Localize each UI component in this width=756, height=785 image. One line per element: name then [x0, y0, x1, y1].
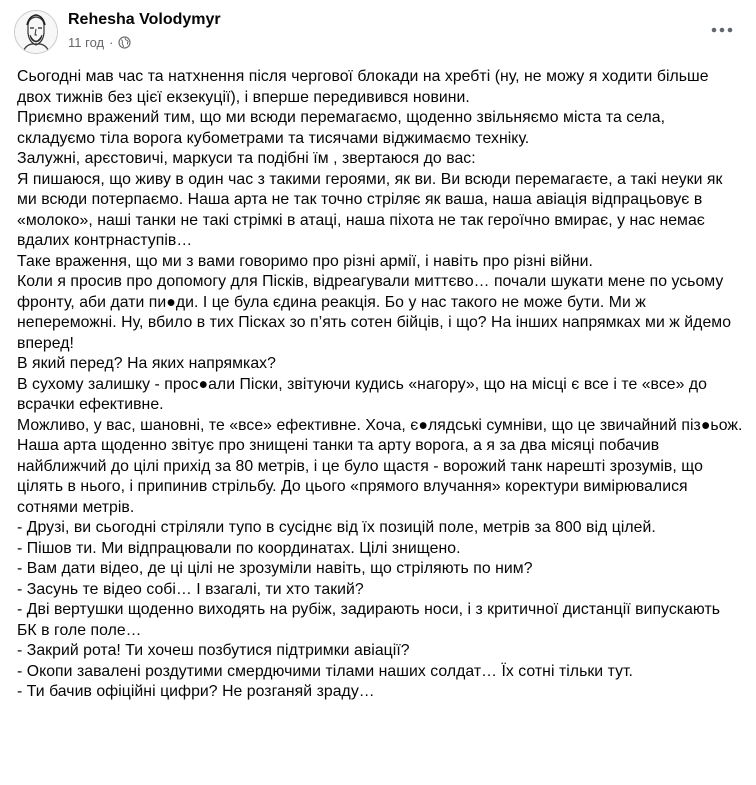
post-line-17: - Окопи завалені роздутими смердючими тілами наших солдат… Їх сотні тільки тут. — [17, 662, 634, 680]
post-line-15: - Дві вертушки щоденно виходять на рубіж, задирають носи, і з критичної дистанції випускають БК в голе поле… — [17, 601, 721, 639]
post-line-6: Коли я просив про допомогу для Пісків, відреагували миттєво… почали шукати мене по усьому фронту, аби дати пи●ди. І це була єдина реакція. Бо у нас такого не може бути. Ми ж непереможні. Ну, вбило в тих Пісках зо п’ять сотен бійців, і що? На інших напрямках ми ж йдемо вперед! — [17, 273, 732, 352]
avatar-sketch-image — [15, 11, 57, 53]
avatar[interactable] — [14, 10, 58, 54]
post-line-13: - Вам дати відео, де ці цілі не зрозуміли навіть, що стріляють по ним? — [17, 560, 533, 577]
post-line-4: Я пишаюся, що живу в один час з такими героями, як ви. Ви всюди перемагаєте, а такі неуки як ми всюди потерпаємо. Наша арта не так точно стріляє як ваша, наша авіація відпрацьовує в «молоко», наші танки не такі стрімкі в атаці, наша піхота не так героїчно вмирає, у нас немає вдалих контрнаступів… — [17, 170, 723, 249]
post-line-11: - Друзі, ви сьогодні стріляли тупо в сусіднє від їх позицій поле, метрів за 800 від цілей. — [17, 519, 656, 536]
post-line-10: Наша арта щоденно звітує про знищені танки та арту ворога, а я за два місяці побачив найближчий до цілі прихід за 80 метрів, і це було щастя - ворожий танк нарешті зрозумів, що цілять в нього, і припинив стрільбу. До цього «прямого влучання» коректури вимірювалися сотнями метрів. — [17, 437, 703, 516]
author-name[interactable]: Rehesha Volodymyr — [68, 11, 221, 28]
post-line-3: Залужні, арєстовичі, маркуси та подібні їм , звертаюся до вас: — [17, 150, 476, 167]
post-line-18: - Ти бачив офіційні цифри? Не розганяй зраду… — [17, 683, 375, 700]
more-options-button[interactable] — [708, 20, 736, 40]
post-header — [14, 10, 742, 60]
post-line-1: Сьогодні мав час та натхнення після чергової блокади на хребті (ну, не можу я ходити більше двох тижнів без цієї екзекуції), і вперше передивився новини. — [17, 68, 709, 106]
globe-icon — [118, 36, 131, 49]
post-line-12: - Пішов ти. Ми відпрацювали по координатах. Цілі знищено. — [17, 539, 461, 557]
post-line-2: Приємно вражений тим, що ми всюди перемагаємо, щоденно звільняємо міста та села, складуємо тіла ворога кубометрами та тисячами віджимаємо техніку. — [17, 109, 666, 147]
post-time[interactable]: 11 год — [68, 35, 105, 50]
post-line-7: В який перед? На яких напрямках? — [17, 355, 276, 372]
post-text — [17, 67, 743, 703]
post-line-8: В сухому залишку - прос●али Піски, звітуючи кудись «нагору», що на місці є все і те «все» до всрачки ефективне. — [17, 375, 707, 413]
post-line-5: Таке враження, що ми з вами говоримо про різні армії, і навіть про різні війни. — [17, 252, 593, 270]
separator-dot: · — [109, 35, 114, 50]
post-line-9: Можливо, у вас, шановні, те «все» ефективне. Хоча, є●лядські сумніви, що це звичайний піз●ьож. — [17, 416, 743, 434]
post-meta — [68, 35, 131, 50]
post-line-14: - Засунь те відео собі… І взагалі, ти хто такий? — [17, 580, 364, 598]
more-icon — [711, 27, 733, 33]
post-line-16: - Закрий рота! Ти хочеш позбутися підтримки авіації? — [17, 642, 410, 659]
